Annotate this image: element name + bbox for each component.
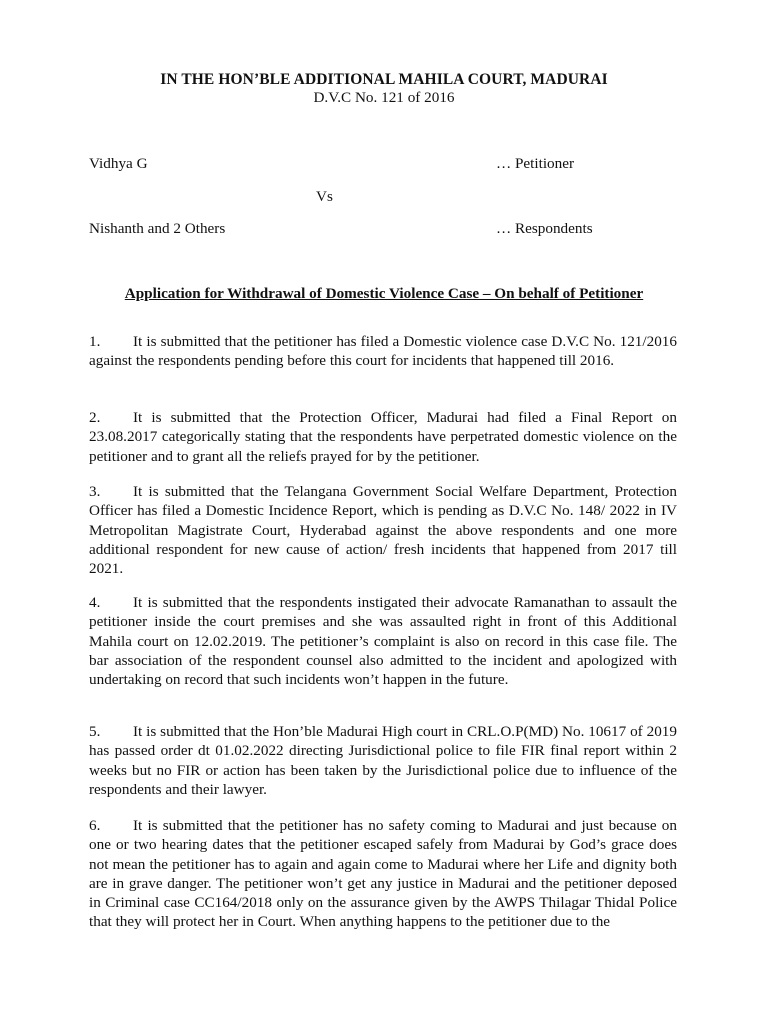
paragraph-4 bbox=[89, 593, 677, 689]
paragraph-3 bbox=[89, 482, 677, 578]
paragraph-text: It is submitted that the Telangana Government Social Welfare Department, Protection Officer has filed a Domestic Incidence Report, which is pending as D.V.C No. 148/ 2022 in IV Metropolitan Magistrate Court, Hyderabad against the above respondents and one more additional respondent for new cause of action/ fresh incidents that happened from 2017 till 2021. bbox=[89, 483, 677, 578]
paragraph-5 bbox=[89, 722, 677, 799]
paragraph-number: 6. bbox=[89, 817, 101, 834]
application-title: Application for Withdrawal of Domestic Violence Case – On behalf of Petitioner bbox=[124, 285, 644, 302]
case-number: D.V.C No. 121 of 2016 bbox=[313, 89, 455, 106]
petitioner-name: Vidhya G bbox=[89, 155, 148, 172]
paragraph-number: 2. bbox=[89, 409, 101, 426]
paragraph-number: 3. bbox=[89, 483, 101, 500]
paragraph-6 bbox=[89, 816, 677, 932]
paragraph-number: 5. bbox=[89, 723, 101, 740]
versus-label: Vs bbox=[316, 188, 333, 205]
paragraph-number: 1. bbox=[89, 333, 101, 350]
paragraph-2 bbox=[89, 408, 677, 466]
paragraph-text: It is submitted that the petitioner has filed a Domestic violence case D.V.C No. 121/2016 against the respondents pending before this court for incidents that happened till 2016. bbox=[89, 333, 677, 370]
paragraph-number: 4. bbox=[89, 594, 101, 611]
court-heading: IN THE HON’BLE ADDITIONAL MAHILA COURT, MADURAI bbox=[160, 71, 608, 88]
respondent-name: Nishanth and 2 Others bbox=[89, 220, 226, 237]
paragraph-text: It is submitted that the petitioner has no safety coming to Madurai and just because on one or two hearing dates that the petitioner escaped safely from Madurai by God’s grace does not mean the petitioner has to again and again come to Madurai where her Life and dignity both are in grave danger. The petitioner won’t get any justice in Madurai and the petitioner deposed in Criminal case CC164/2018 only on the assurance given by the AWPS Thilagar Thidal Police that they will protect her in Court. When anything happens to the petitioner due to the bbox=[89, 817, 677, 931]
petitioner-role: … Petitioner bbox=[496, 155, 575, 172]
paragraph-text: It is submitted that the Hon’ble Madurai High court in CRL.O.P(MD) No. 10617 of 2019 has passed order dt 01.02.2022 directing Jurisdictional police to file FIR final report within 2 weeks but no FIR or action has been taken by the Jurisdictional police due to influence of the respondents and their lawyer. bbox=[89, 723, 677, 798]
paragraph-text: It is submitted that the respondents instigated their advocate Ramanathan to assault the petitioner inside the court premises and she was assaulted right in front of this Additional Mahila court on 12.02.2019. The petitioner’s complaint is also on record in this case file. The bar association of the respondent counsel also admitted to the incident and apologized with undertaking on record that such incidents won’t happen in the future. bbox=[89, 594, 677, 689]
respondent-role: … Respondents bbox=[496, 220, 593, 237]
paragraph-text: It is submitted that the Protection Officer, Madurai had filed a Final Report on 23.08.2017 categorically stating that the respondents have perpetrated domestic violence on the petitioner and to grant all the reliefs prayed for by the petitioner. bbox=[89, 409, 677, 465]
paragraph-1 bbox=[89, 332, 677, 371]
